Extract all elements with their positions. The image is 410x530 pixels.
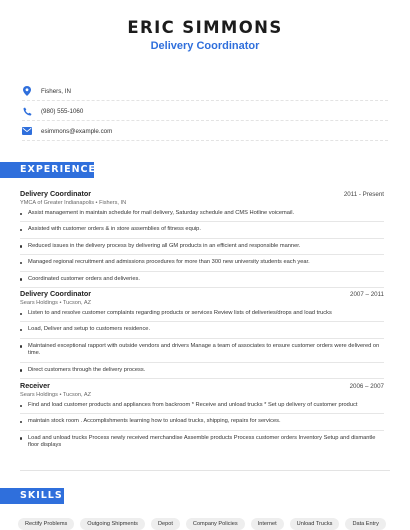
- list-item: Listen to and resolve customer complaints regarding products or services Review lists of deliveries/drops and load trucks: [20, 310, 384, 322]
- list-item: Coordinated customer orders and deliveries.: [20, 276, 384, 288]
- skills-heading: SKILLS: [0, 488, 64, 504]
- contact-phone-text: (980) 555-1060: [41, 107, 84, 115]
- job-title: Receiver: [20, 381, 50, 390]
- job-bullets: [20, 310, 384, 379]
- job-title: Delivery Coordinator: [20, 289, 92, 298]
- job-entry: [20, 189, 384, 292]
- section-divider: [20, 470, 390, 471]
- resume-header: [0, 18, 410, 52]
- job-entry: [20, 289, 384, 383]
- contact-list: [22, 82, 388, 141]
- skill-tag: Data Entry: [345, 518, 385, 530]
- list-item: maintain stock room . Accomplishments learning how to unload trucks, shipping, repairs for services.: [20, 418, 384, 430]
- job-organization: Sears Holdings • Tucson, AZ: [20, 392, 91, 398]
- job-dates: 2011 - Present: [343, 191, 384, 198]
- candidate-role: Delivery Coordinator: [150, 40, 260, 52]
- list-item: Maintained exceptional rapport with outside vendors and drivers Manage a team of associates to ensure customer orders were delivered on time.: [20, 343, 384, 363]
- skill-tag: Company Policies: [186, 518, 245, 530]
- contact-phone: [22, 102, 388, 121]
- list-item: Load and unload trucks Process newly received merchandise Assemble products Process customer orders Inventory Setup and dismantle floor displays: [20, 435, 384, 450]
- list-item: Load, Deliver and setup to customers residence.: [20, 326, 384, 338]
- list-item: Reduced issues in the delivery process by delivering all GM products in an efficient and responsible manner.: [20, 243, 384, 255]
- location-pin-icon: [22, 86, 32, 96]
- list-item: Assist management in maintain schedule for mail delivery, Saturday schedule and CMS Hotline voicemail.: [20, 210, 384, 222]
- job-organization: Sears Holdings • Tucson, AZ: [20, 300, 91, 306]
- list-item: Assisted with customer orders & in store assemblies of fitness equip.: [20, 226, 384, 238]
- job-dates: 2006 – 2007: [349, 383, 384, 390]
- skill-tag: Outgoing Shipments: [80, 518, 145, 530]
- experience-heading: EXPERIENCE: [0, 162, 94, 178]
- skill-tag: Depot: [151, 518, 180, 530]
- list-item: Managed regional recruitment and admissions procedures for more than 300 new university students each year.: [20, 259, 384, 271]
- job-entry: [20, 381, 384, 450]
- list-item: Direct customers through the delivery process.: [20, 367, 384, 379]
- job-dates: 2007 – 2011: [350, 291, 384, 298]
- candidate-name: ERIC SIMMONS: [127, 18, 283, 37]
- list-item: Find and load customer products and appliances from backroom * Receive and unload trucks * Set up delivery of customer product: [20, 402, 384, 414]
- contact-location: [22, 82, 388, 101]
- contact-email-text: esimmons@example.com: [41, 127, 113, 135]
- phone-icon: [22, 106, 32, 116]
- skill-tag: Rectify Problems: [18, 518, 74, 530]
- skill-tag: Unload Trucks: [290, 518, 340, 530]
- contact-location-text: Fishers, IN: [41, 87, 71, 95]
- skills-list: [18, 518, 386, 530]
- email-icon: [22, 126, 32, 136]
- job-organization: YMCA of Greater Indianapolis • Fishers, IN: [20, 200, 127, 206]
- contact-email: [22, 122, 388, 141]
- job-bullets: [20, 210, 384, 288]
- job-bullets: [20, 402, 384, 450]
- skill-tag: Internet: [251, 518, 284, 530]
- job-title: Delivery Coordinator: [20, 189, 92, 198]
